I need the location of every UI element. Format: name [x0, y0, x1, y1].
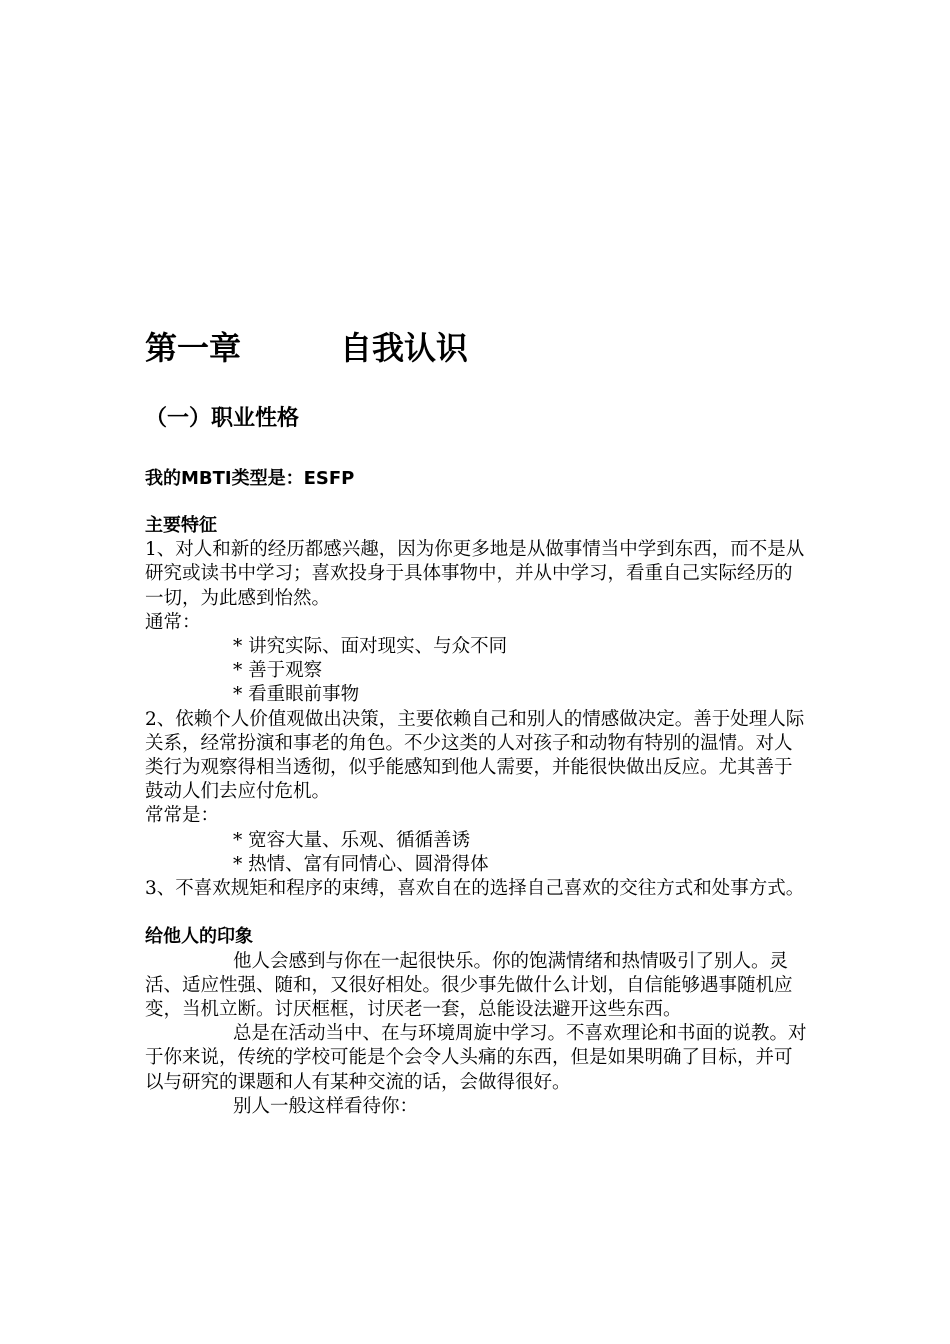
trait-bullet: * 宽容大量、乐观、循循善诱: [233, 829, 471, 851]
impression-heading: 给他人的印象: [145, 926, 253, 948]
chapter-title: [145, 326, 468, 370]
trait-item-2-lead: 常常是：: [145, 805, 220, 827]
main-traits-heading: 主要特征: [145, 515, 217, 536]
mbti-type-line: [145, 466, 354, 492]
impression-paragraph-2: 总是在活动当中、在与环境周旋中学习。不喜欢理论和书面的说教。对于你来说，传统的学校可能是个会令人头痛的东西，但是如果明确了目标，并可以与研究的课题和人有某种交流的话，会做得很好。: [145, 1023, 807, 1093]
trait-bullet: * 看重眼前事物: [233, 684, 360, 706]
trait-bullet: * 善于观察: [233, 660, 323, 682]
trait-bullet: * 讲究实际、面对现实、与众不同: [233, 636, 508, 658]
mbti-label: 我的MBTI类型是：: [145, 468, 304, 489]
chapter-name: 自我认识: [340, 329, 469, 367]
document-body: [145, 514, 810, 1119]
chapter-number: 第一章: [145, 329, 242, 367]
section-title: （一）职业性格: [145, 406, 300, 431]
impression-paragraph-1: 他人会感到与你在一起很快乐。你的饱满情绪和热情吸引了别人。灵活、适应性强、随和，又很好相处。很少事先做什么计划，自信能够遇事随机应变，当机立断。讨厌框框，讨厌老一套，总能设法避开这些东西。: [145, 950, 793, 1021]
mbti-value: ESFP: [303, 468, 355, 489]
trait-bullet: * 热情、富有同情心、圆滑得体: [233, 853, 489, 875]
trait-item-3: 3、不喜欢规矩和程序的束缚，喜欢自在的选择自己喜欢的交往方式和处事方式。: [145, 878, 805, 900]
trait-item-1-lead: 通常：: [145, 611, 201, 633]
impression-paragraph-3: 别人一般这样看待你：: [233, 1095, 419, 1117]
trait-item-2: 2、依赖个人价值观做出决策，主要依赖自己和别人的情感做决定。善于处理人际关系，经常扮演和事老的角色。不少这类的人对孩子和动物有特别的温情。对人类行为观察得相当透彻，似乎能感知到他人需要，并能很快做出反应。尤其善于鼓动人们去应付危机。: [145, 708, 805, 803]
trait-item-1: 1、对人和新的经历都感兴趣，因为你更多地是从做事情当中学到东西，而不是从研究或读书中学习；喜欢投身于具体事物中，并从中学习，看重自己实际经历的一切，为此感到怡然。: [145, 539, 805, 609]
paragraph-gap: [145, 901, 810, 925]
